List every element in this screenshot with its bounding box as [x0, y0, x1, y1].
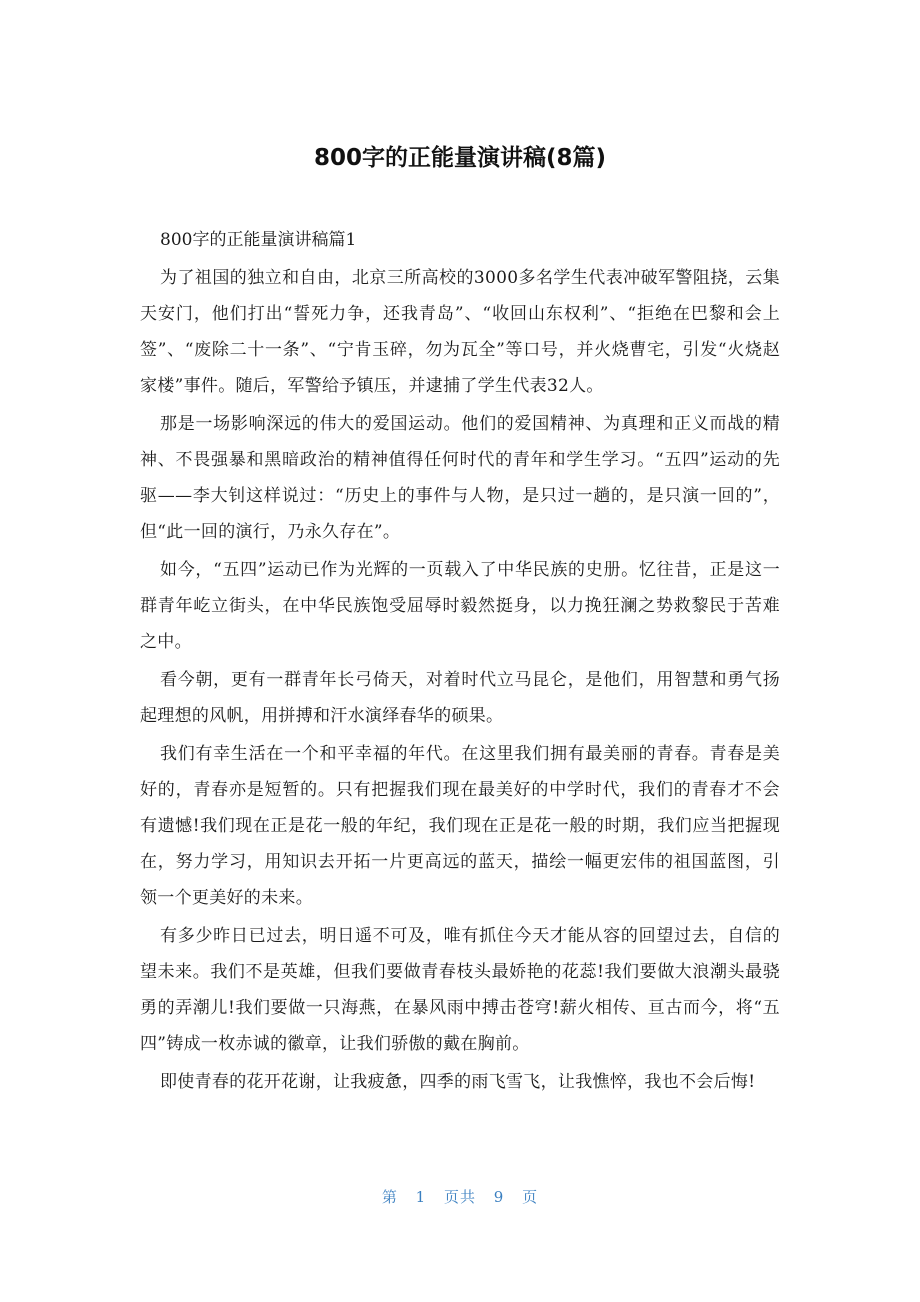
footer-total-pages: 9	[493, 1188, 505, 1206]
paragraph-4: 看今朝，更有一群青年长弓倚天，对着时代立马昆仑，是他们，用智慧和勇气扬起理想的风帆，用拼搏和汗水演绎春华的硕果。	[140, 670, 780, 726]
page-title: 800字的正能量演讲稿(8篇)	[313, 145, 607, 171]
footer-current-page: 1	[415, 1188, 427, 1206]
footer-middle: 页共	[443, 1188, 476, 1206]
paragraph-5: 我们有幸生活在一个和平幸福的年代。在这里我们拥有最美丽的青春。青春是美好的，青春亦是短暂的。只有把握我们现在最美好的中学时代，我们的青春才不会有遗憾!我们现在正是花一般的年纪，我们现在正是花一般的时期，我们应当把握现在，努力学习，用知识去开拓一片更高远的蓝天，描绘一幅更宏伟的祖国蓝图，引领一个更美好的未来。	[140, 744, 780, 908]
footer-prefix: 第	[381, 1188, 398, 1206]
paragraph-2: 那是一场影响深远的伟大的爱国运动。他们的爱国精神、为真理和正义而战的精神、不畏强暴和黑暗政治的精神值得任何时代的青年和学生学习。“五四”运动的先驱——李大钊这样说过：“历史上的事件与人物，是只过一趟的，是只演一回的”，但“此一回的演行，乃永久存在”。	[140, 414, 780, 542]
paragraph-7: 即使青春的花开花谢，让我疲惫，四季的雨飞雪飞，让我憔悴，我也不会后悔!	[160, 1072, 756, 1092]
document-body	[140, 222, 780, 1102]
page-footer	[0, 1185, 920, 1209]
paragraph-1: 为了祖国的独立和自由，北京三所高校的3000多名学生代表冲破军警阻挠，云集天安门，他们打出“誓死力争，还我青岛”、“收回山东权利”、“拒绝在巴黎和会上签”、“废除二十一条”、“宁肯玉碎，勿为瓦全”等口号，并火烧曹宅，引发“火烧赵家楼”事件。随后，军警给予镇压，并逮捕了学生代表32人。	[140, 268, 780, 396]
section-heading: 800字的正能量演讲稿篇1	[160, 230, 357, 250]
footer-suffix: 页	[522, 1188, 539, 1206]
paragraph-6: 有多少昨日已过去，明日遥不可及，唯有抓住今天才能从容的回望过去，自信的望未来。我们不是英雄，但我们要做青春枝头最娇艳的花蕊!我们要做大浪潮头最骁勇的弄潮儿!我们要做一只海燕，在暴风雨中搏击苍穹!薪火相传、亘古而今，将“五四”铸成一枚赤诚的徽章，让我们骄傲的戴在胸前。	[140, 926, 780, 1054]
paragraph-3: 如今，“五四”运动已作为光辉的一页载入了中华民族的史册。忆往昔，正是这一群青年屹立街头，在中华民族饱受屈辱时毅然挺身，以力挽狂澜之势救黎民于苦难之中。	[140, 560, 780, 652]
